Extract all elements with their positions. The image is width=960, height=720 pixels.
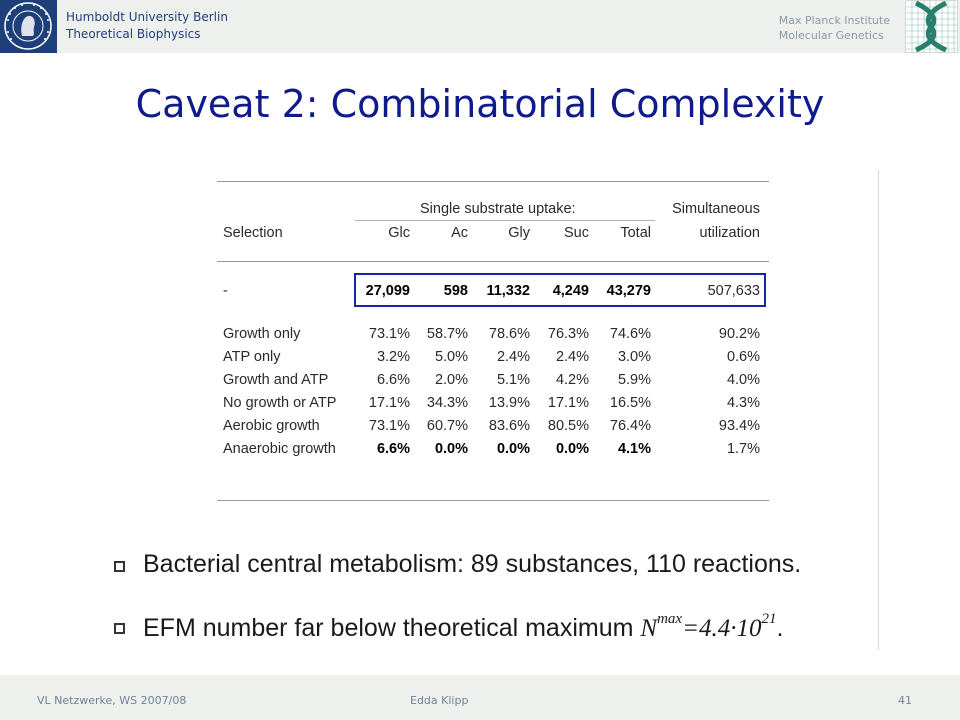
- slide-title: Caveat 2: Combinatorial Complexity: [135, 82, 825, 126]
- table-cell: 60.7%: [426, 418, 468, 434]
- table-cell: 2.4%: [555, 349, 589, 365]
- table-cell: 13.9%: [488, 395, 530, 411]
- table-cell: 5.9%: [617, 372, 651, 388]
- table-cell: 34.3%: [426, 395, 468, 411]
- table-cell: 598: [443, 283, 468, 299]
- table-cell: 74.6%: [609, 326, 651, 342]
- table-cell: 6.6%: [376, 441, 410, 457]
- max-planck-logo-icon: [905, 0, 958, 53]
- bullet-marker-icon: [114, 623, 125, 634]
- table-cell: 5.1%: [496, 372, 530, 388]
- footer-course: VL Netzwerke, WS 2007/08: [37, 694, 187, 707]
- column-header: Suc: [564, 225, 589, 241]
- institute-name: [779, 13, 890, 43]
- table-cell: 73.1%: [368, 418, 410, 434]
- table-cell: 17.1%: [368, 395, 410, 411]
- table-cell: 507,633: [707, 283, 760, 299]
- table-cell: 5.0%: [434, 349, 468, 365]
- table-cell: 2.0%: [434, 372, 468, 388]
- table-cell: 80.5%: [547, 418, 589, 434]
- selection-header: Selection: [223, 225, 283, 241]
- table-cell: 76.4%: [609, 418, 651, 434]
- table-cell: 16.5%: [609, 395, 651, 411]
- footer-author: Edda Klipp: [410, 694, 469, 707]
- table-cell: 83.6%: [488, 418, 530, 434]
- table-cell: 4,249: [552, 283, 589, 299]
- table-cell: 58.7%: [426, 326, 468, 342]
- group-header: Single substrate uptake:: [420, 201, 576, 217]
- column-header: Glc: [388, 225, 410, 241]
- university-line-1: Humboldt University Berlin: [66, 10, 228, 24]
- simultaneous-header-2: utilization: [699, 225, 760, 241]
- table-cell: 4.3%: [726, 395, 760, 411]
- table-bottom-rule: [217, 500, 769, 501]
- bullet-marker-icon: [114, 561, 125, 572]
- table-cell: 3.2%: [376, 349, 410, 365]
- table-cell: 43,279: [606, 283, 651, 299]
- column-header: Gly: [508, 225, 530, 241]
- table-top-rule: [217, 181, 769, 182]
- row-label: No growth or ATP: [223, 395, 337, 411]
- table-cell: 0.0%: [434, 441, 468, 457]
- table-cell: 17.1%: [547, 395, 589, 411]
- table-header-rule: [217, 261, 769, 262]
- column-header: Total: [620, 225, 651, 241]
- table-cell: 4.0%: [726, 372, 760, 388]
- bullet-text-2-wrap: [143, 610, 784, 643]
- table-cell: 6.6%: [376, 372, 410, 388]
- table-cell: 27,099: [365, 283, 410, 299]
- formula-eq: =4.4·10: [682, 615, 762, 642]
- table-cell: 4.1%: [617, 441, 651, 457]
- university-name: [66, 9, 228, 43]
- table-cell: 2.4%: [496, 349, 530, 365]
- bullet-text-2: EFM number far below theoretical maximum: [143, 614, 634, 642]
- row-label: -: [223, 283, 228, 299]
- table-cell: 4.2%: [555, 372, 589, 388]
- column-header: Ac: [451, 225, 468, 241]
- table-cell: 3.0%: [617, 349, 651, 365]
- university-line-2: Theoretical Biophysics: [66, 27, 201, 41]
- row-label: Growth only: [223, 326, 301, 342]
- institute-line-1: Max Planck Institute: [778, 14, 890, 27]
- row-label: Growth and ATP: [223, 372, 329, 388]
- institute-line-2: Molecular Genetics: [778, 29, 884, 42]
- formula-exp: 21: [761, 610, 777, 627]
- table-cell: 90.2%: [718, 326, 760, 342]
- row-label: Aerobic growth: [223, 418, 320, 434]
- bullet-text-1: Bacterial central metabolism: 89 substances, 110 reactions.: [143, 550, 802, 578]
- table-cell: 0.0%: [555, 441, 589, 457]
- group-header-rule: [355, 220, 655, 221]
- table-cell: 0.0%: [496, 441, 530, 457]
- table-cell: 73.1%: [368, 326, 410, 342]
- formula-sup: max: [657, 610, 683, 627]
- simultaneous-header-1: Simultaneous: [672, 201, 760, 217]
- table-cell: 11,332: [486, 283, 530, 299]
- table-cell: 93.4%: [718, 418, 760, 434]
- page-number: 41: [898, 694, 912, 707]
- figure-right-border: [878, 170, 879, 650]
- table-cell: 76.3%: [547, 326, 589, 342]
- row-label: ATP only: [223, 349, 281, 365]
- humboldt-seal-icon: [0, 0, 57, 53]
- table-cell: 1.7%: [726, 441, 760, 457]
- row-label: Anaerobic growth: [223, 441, 336, 457]
- efm-formula: [640, 610, 777, 642]
- bullet-end: .: [776, 614, 784, 642]
- table-cell: 0.6%: [726, 349, 760, 365]
- formula-base: N: [640, 615, 658, 642]
- table-cell: 78.6%: [488, 326, 530, 342]
